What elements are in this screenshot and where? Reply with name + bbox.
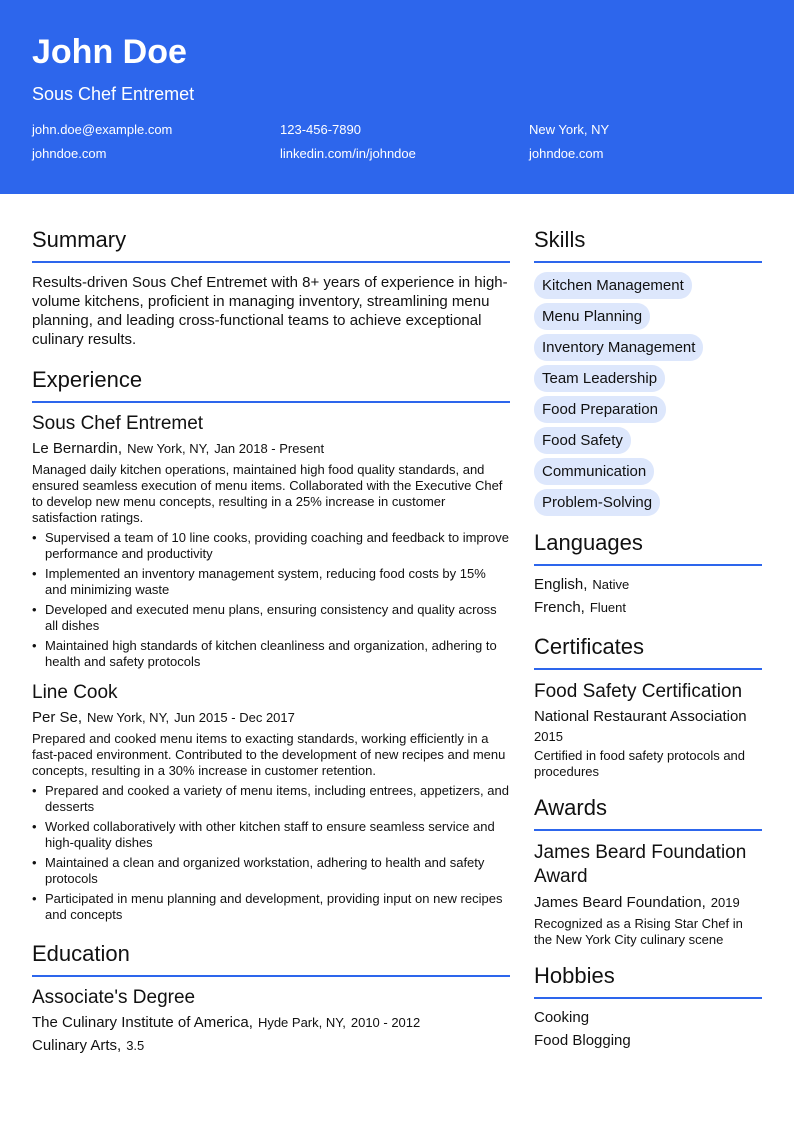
languages-list (534, 573, 762, 619)
job-company: Per Se, (32, 709, 83, 726)
job-description: Managed daily kitchen operations, maintained high food quality standards, and ensured seamless execution of menu items. Collaborated with the Executive Chef to develop new menu concepts, resulting in a 25% increase in customer satisfaction ratings. (32, 462, 503, 525)
list-item: • Implemented an inventory management system, reducing food costs by 15% and minimizing waste (32, 566, 510, 598)
certificates-section (534, 634, 762, 780)
experience-section (32, 367, 510, 923)
certificate-description: Certified in food safety protocols and procedures (534, 748, 746, 779)
candidate-name: John Doe (32, 33, 187, 71)
languages-heading: Languages (534, 530, 762, 566)
job-bullets (32, 530, 510, 670)
education-degree: Associate's Degree (32, 987, 196, 1008)
certificate-issuer: National Restaurant Association (534, 708, 747, 725)
hobby-item: Food Blogging (534, 1032, 631, 1049)
skills-section (534, 227, 762, 516)
list-item: • Participated in menu planning and development, providing input on new recipes and concepts (32, 891, 510, 923)
job-title: Line Cook (32, 682, 118, 703)
list-item: • Maintained high standards of kitchen cleanliness and organization, adhering to health and safety protocols (32, 638, 510, 670)
job-meta (32, 708, 510, 728)
job-dates: Jun 2015 - Dec 2017 (174, 710, 295, 725)
hobby-item: Cooking (534, 1009, 590, 1026)
education-field: Culinary Arts, (32, 1037, 122, 1054)
skill-chip: Food Preparation (534, 396, 666, 423)
summary-heading: Summary (32, 227, 510, 263)
hobbies-heading: Hobbies (534, 963, 762, 999)
skills-heading: Skills (534, 227, 762, 263)
job-company: Le Bernardin, (32, 440, 123, 457)
language-level: Native (592, 577, 630, 592)
main-column (32, 227, 510, 1056)
education-dates: 2010 - 2012 (350, 1015, 421, 1030)
candidate-title: Sous Chef Entremet (32, 84, 195, 104)
list-item: • Prepared and cooked a variety of menu items, including entrees, appetizers, and desserts (32, 783, 510, 815)
certificate-year: 2015 (534, 729, 563, 744)
awards-heading: Awards (534, 795, 762, 831)
skill-chip: Food Safety (534, 427, 631, 454)
summary-section (32, 227, 510, 349)
certificates-heading: Certificates (534, 634, 762, 670)
education-heading: Education (32, 941, 510, 977)
education-school: The Culinary Institute of America, (32, 1014, 253, 1031)
education-location: Hyde Park, NY, (257, 1015, 346, 1030)
hobbies-list (534, 1006, 762, 1052)
side-column (534, 227, 762, 1052)
award-title: James Beard Foundation Award (534, 842, 747, 887)
skills-list (534, 272, 762, 516)
resume-header (0, 0, 794, 194)
skill-chip: Inventory Management (534, 334, 703, 361)
list-item: • Maintained a clean and organized workstation, adhering to health and safety protocols (32, 855, 510, 887)
education-section (32, 941, 510, 1056)
experience-heading: Experience (32, 367, 510, 403)
job-location: New York, NY, (127, 441, 210, 456)
list-item: • Supervised a team of 10 line cooks, providing coaching and feedback to improve performance and productivity (32, 530, 510, 562)
job-title: Sous Chef Entremet (32, 413, 204, 434)
skill-chip: Communication (534, 458, 654, 485)
language-name: French, (534, 599, 585, 616)
hobbies-section (534, 963, 762, 1052)
award-meta (534, 893, 762, 913)
education-field-row (32, 1036, 510, 1056)
job-dates: Jan 2018 - Present (214, 441, 325, 456)
job-entry (32, 413, 510, 670)
award-issuer: James Beard Foundation, (534, 894, 706, 911)
contact-website[interactable]: johndoe.com (32, 146, 107, 161)
job-location: New York, NY, (87, 710, 170, 725)
contact-phone[interactable]: 123-456-7890 (280, 122, 361, 137)
language-row (534, 573, 762, 596)
award-description: Recognized as a Rising Star Chef in the New York City culinary scene (534, 916, 743, 947)
job-entry (32, 682, 510, 923)
awards-section (534, 795, 762, 948)
job-description: Prepared and cooked menu items to exacting standards, working efficiently in a fast-paced environment. Contributed to the development of new recipes and menu concepts, resulting in a 30% increase in customer retention. (32, 731, 506, 778)
job-bullets (32, 783, 510, 923)
certificate-title: Food Safety Certification (534, 681, 743, 702)
contact-website-2[interactable]: johndoe.com (529, 146, 604, 161)
contact-location: New York, NY (529, 122, 610, 137)
contact-linkedin[interactable]: linkedin.com/in/johndoe (280, 146, 416, 161)
skill-chip: Problem-Solving (534, 489, 660, 516)
language-row (534, 596, 762, 619)
summary-text: Results-driven Sous Chef Entremet with 8+ years of experience in high-volume kitchens, proficient in managing inventory, streamlining menu planning, and leading cross-functional teams to achieve exceptional culinary results. (32, 274, 508, 348)
list-item: • Worked collaboratively with other kitchen staff to ensure seamless service and high-quality dishes (32, 819, 510, 851)
skill-chip: Kitchen Management (534, 272, 692, 299)
skill-chip: Team Leadership (534, 365, 665, 392)
language-level: Fluent (589, 600, 626, 615)
job-meta (32, 439, 510, 459)
language-name: English, (534, 576, 588, 593)
award-year: 2019 (710, 895, 740, 910)
languages-section (534, 530, 762, 619)
contact-email[interactable]: john.doe@example.com (32, 122, 173, 137)
list-item: • Developed and executed menu plans, ensuring consistency and quality across all dishes (32, 602, 510, 634)
education-gpa: 3.5 (126, 1038, 145, 1053)
education-meta (32, 1013, 510, 1033)
skill-chip: Menu Planning (534, 303, 650, 330)
